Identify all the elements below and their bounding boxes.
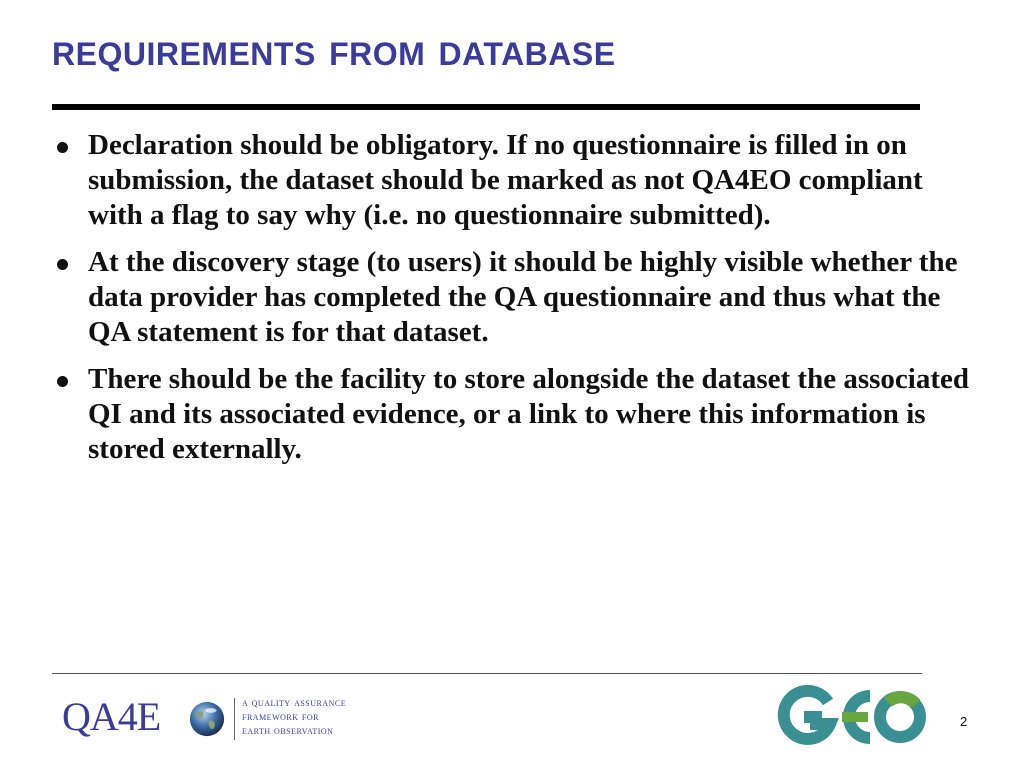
globe-icon: [188, 700, 226, 738]
qa4eo-tagline-line: framework for: [242, 711, 319, 723]
qa4eo-logo: [62, 692, 382, 744]
bullet-text: At the discovery stage (to users) it should be highly visible whether the data provider has completed the QA questionnaire and thus what the QA statement is for that dataset.: [88, 246, 958, 348]
bullet-icon: [57, 259, 68, 270]
bullet-item: [52, 245, 982, 350]
qa4eo-tagline-line: a quality assurance: [242, 697, 347, 709]
bullet-list: [52, 128, 982, 479]
title-divider: [52, 104, 920, 110]
slide-title: requirements from database: [52, 23, 616, 75]
logo-separator: [234, 698, 235, 740]
bullet-text: There should be the facility to store alongside the dataset the associated QI and its associated evidence, or a link to where this information is stored externally.: [88, 363, 969, 465]
bullet-item: [52, 362, 982, 467]
qa4eo-tagline-line: earth observation: [242, 725, 334, 737]
bullet-icon: [57, 376, 68, 387]
page-number: 2: [960, 714, 968, 729]
geo-logo: [776, 684, 928, 750]
footer-divider: [52, 673, 922, 674]
qa4eo-logo-text: QA4E: [62, 694, 161, 739]
bullet-text: Declaration should be obligatory. If no questionnaire is filled in on submission, the dataset should be marked as not QA4EO compliant with a flag to say why (i.e. no questionnaire submitted).: [88, 129, 923, 231]
qa4eo-tagline: [242, 696, 346, 738]
bullet-item: [52, 128, 982, 233]
bullet-icon: [57, 142, 68, 153]
